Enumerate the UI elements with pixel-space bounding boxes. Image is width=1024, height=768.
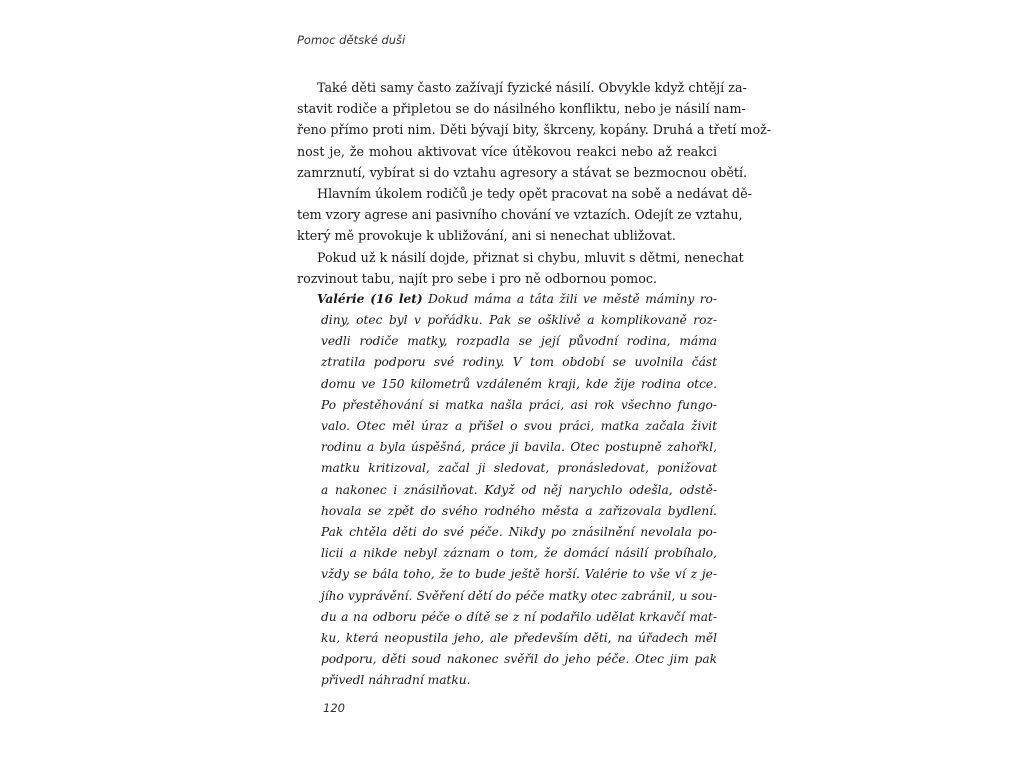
paragraph-if-violence-happens [297,247,744,289]
page-body [297,77,772,691]
case-story-label: Valérie (16 let) [317,291,423,306]
case-story-line: ku, která neopustila jeho, ale především děti, na úřadech měl [321,630,717,645]
case-story-line: du a na odboru péče o dítě se z ní podařilo udělat krkavčí mat- [321,609,717,624]
case-story-line: licii a nikde nebyl záznam o tom, že domácí násilí probíhalo, [321,546,717,561]
case-story-line: matku kritizoval, začal ji sledovat, pronásledovat, ponižovat [321,461,717,476]
case-story-line: hovala se zpět do svého rodného města a zařizovala bydlení. [321,503,717,518]
case-story-line: domu ve 150 kilometrů vzdáleném kraji, kde žije rodina otce. [321,376,717,391]
case-story-line: Po přestěhování si matka našla práci, asi rok všechno fungo- [321,397,717,412]
case-story-line: vždy se bála toho, že to bude ještě horší. Valérie to vše ví z je- [321,567,717,582]
case-story-line: Pak chtěla děti do své péče. Nikdy po znásilnění nevolala po- [321,524,717,539]
case-story-line: vedli rodiče matky, rozpadla se její původní rodina, máma [321,334,717,349]
text-line: který mě provokuje k ubližování, ani si nenechat ubližovat. [297,228,676,244]
text-line: Pokud už k násilí dojde, přiznat si chybu, mluvit s dětmi, nenechat [317,249,744,265]
case-story-line: a nakonec i znásilňovat. Když od něj narychlo odešla, odstě- [321,482,717,497]
case-story-line: diny, otec byl v pořádku. Pak se ošklivě a komplikovaně roz- [321,313,717,328]
text-line: Také děti samy často zažívají fyzické násilí. Obvykle když chtějí za- [317,80,747,95]
text-line: zamrznutí, vybírat si do vztahu agresory a stávat se bezmocnou obětí. [297,164,748,180]
case-story-line: přivedl náhradní matku. [321,673,471,688]
text-line: řeno přímo proti nim. Děti bývají bity, škrceny, kopány. Druhá a třetí mož- [297,122,772,138]
text-line: tem vzory agrese ani pasivního chování ve vztazích. Odejít ze vztahu, [297,207,743,223]
case-story-line: jího vyprávění. Svěření dětí do péče matky otec zabránil, u sou- [321,588,717,603]
case-story-line: rodinu a byla úspěšná, práce ji bavila. Otec postupně zahořkl, [321,440,717,455]
case-story-line: podporu, děti soud nakonec svěřil do jeho péče. Otec jim pak [321,652,717,667]
running-header: Pomoc dětské duši [297,33,406,47]
paragraph-parents-task [297,183,752,247]
case-story-valerie [297,289,717,692]
text-line: stavit rodiče a připletou se do násilného konfliktu, nebo je násilí nam- [297,101,746,117]
text-line: nost je, že mohou aktivovat více útěkovou reakci nebo až reakci [297,143,717,159]
case-story-first-line-text: Dokud máma a táta žili ve městě máminy ro- [428,291,717,306]
case-story-line: ztratila podporu své rodiny. V tom období se uvolnila část [321,355,717,370]
paragraph-physical-violence [297,77,772,183]
case-story-line: valo. Otec měl úraz a přišel o svou práci, matka začala živit [321,419,717,433]
text-line: rozvinout tabu, najít pro sebe i pro ně odbornou pomoc. [297,270,657,286]
page-number: 120 [323,701,345,715]
case-story-first-line [297,289,717,310]
text-line: Hlavním úkolem rodičů je tedy opět pracovat na sobě a nedávat dě- [317,185,752,201]
